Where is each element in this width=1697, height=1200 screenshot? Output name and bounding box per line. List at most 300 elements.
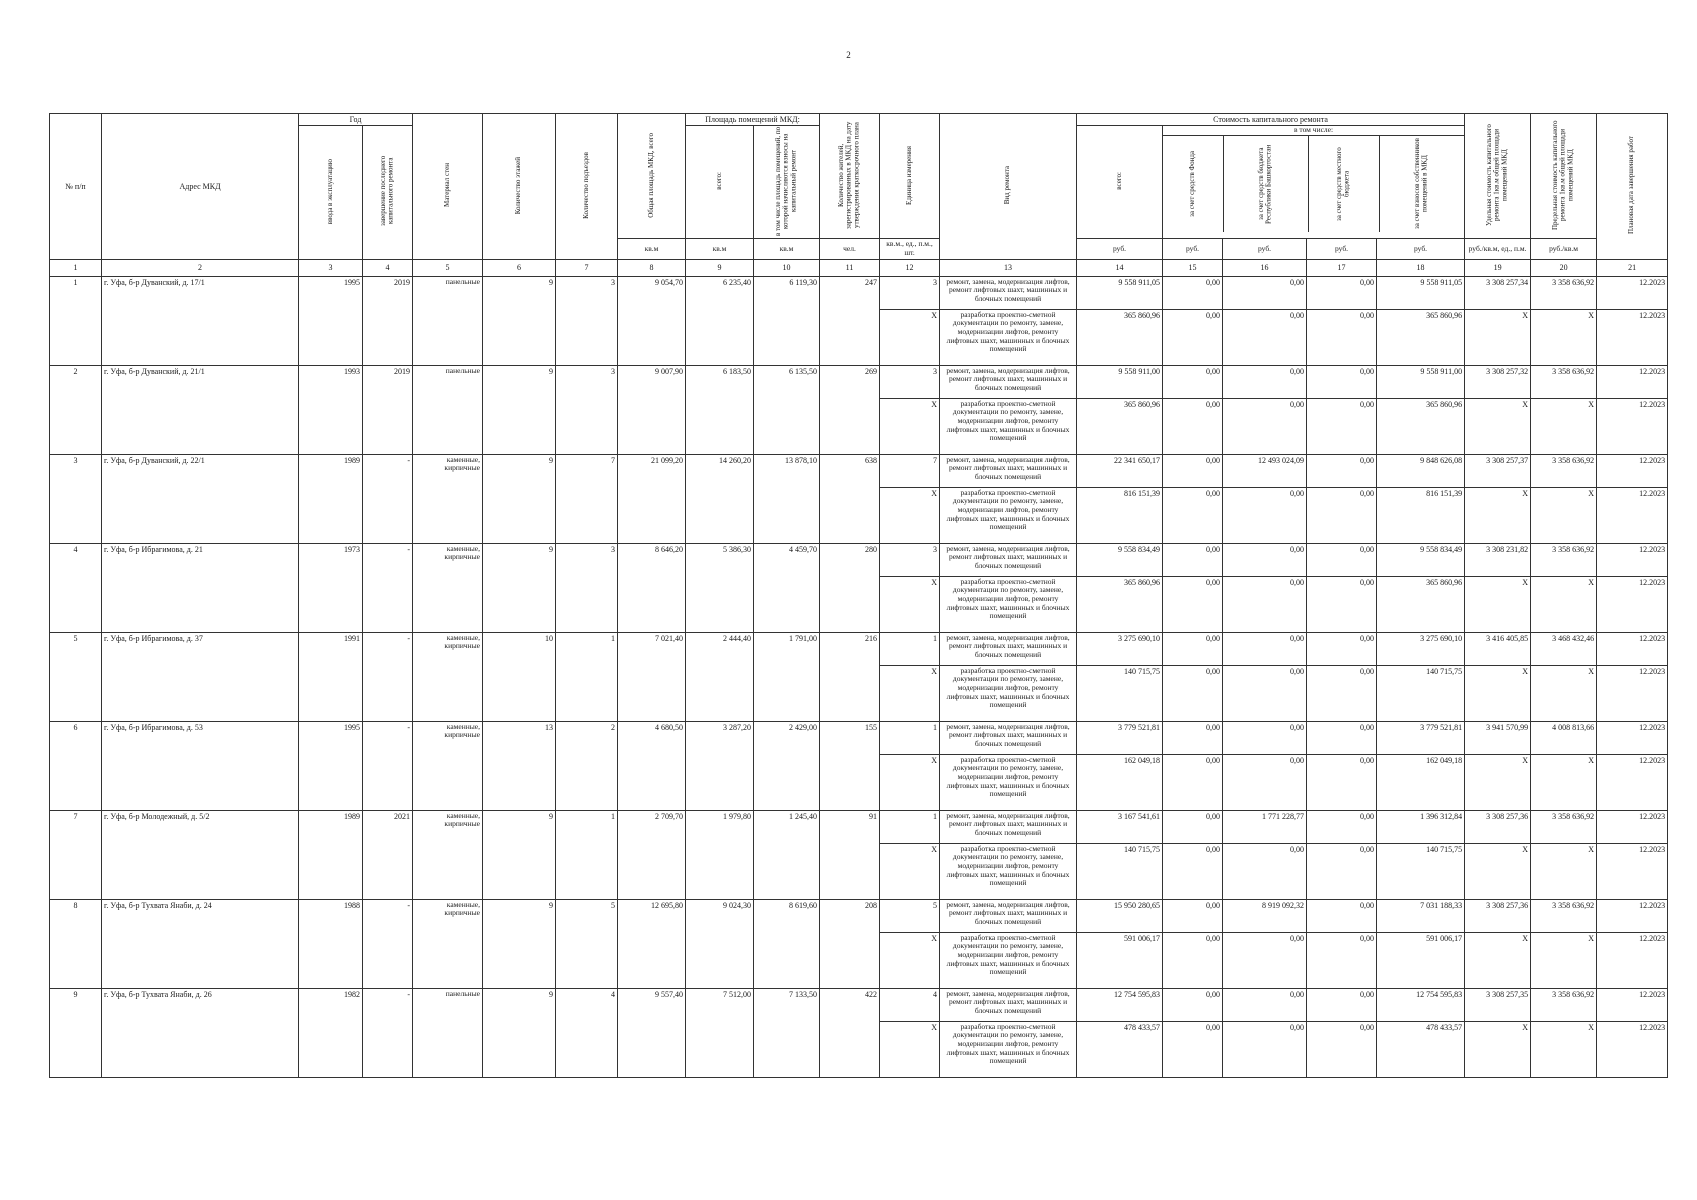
- work-type-cell: ремонт, замена, модернизация лифтов, ремонт лифтовых шахт, машинных и блочных помещений: [940, 543, 1077, 576]
- plan-date-cell: 12.2023: [1597, 454, 1668, 487]
- cost-local-cell: 0,00: [1307, 398, 1377, 454]
- header-limit-cost: Предельная стоимость капитального ремонта 1кв.м общей площади помещений МКД: [1531, 114, 1597, 239]
- column-number: 16: [1223, 259, 1307, 276]
- cost-fund-cell: 0,00: [1163, 276, 1223, 309]
- work-type-cell: ремонт, замена, модернизация лифтов, ремонт лифтовых шахт, машинных и блочных помещений: [940, 810, 1077, 843]
- floors-cell: 13: [483, 721, 556, 810]
- limit-cost-cell: Х: [1531, 309, 1597, 365]
- unit-cost-cell: Х: [1465, 576, 1531, 632]
- header-residents: Количество жителей, зарегистрированных в МКД на дату утверждения краткосрочного плана: [820, 114, 880, 239]
- column-number: 5: [413, 259, 483, 276]
- work-type-cell: разработка проектно-сметной документации по ремонту, замене, модернизации лифтов, ремонту лифтовых шахт, машинных и блочных помещений: [940, 576, 1077, 632]
- header-cost-local: за счет средств местного бюджета: [1309, 136, 1380, 232]
- limit-cost-cell: 3 358 636,92: [1531, 810, 1597, 843]
- cost-owners-cell: 9 558 911,05: [1377, 276, 1465, 309]
- cost-republic-cell: 0,00: [1223, 398, 1307, 454]
- floors-cell: 10: [483, 632, 556, 721]
- year-last-repair-cell: 2021: [363, 810, 413, 899]
- year-last-repair-cell: -: [363, 454, 413, 543]
- limit-cost-cell: 3 358 636,92: [1531, 543, 1597, 576]
- floors-cell: 9: [483, 276, 556, 365]
- row-number: 7: [50, 810, 102, 899]
- residents-cell: 216: [820, 632, 880, 721]
- table-row: [50, 899, 1668, 932]
- cost-local-cell: 0,00: [1307, 988, 1377, 1021]
- unit-cost-cell: Х: [1465, 754, 1531, 810]
- limit-cost-cell: Х: [1531, 843, 1597, 899]
- cost-total-cell: 9 558 834,49: [1077, 543, 1163, 576]
- quantity-cell: Х: [880, 487, 940, 543]
- table-row: [50, 276, 1668, 309]
- area-contrib-cell: 1 791,00: [754, 632, 820, 721]
- cost-local-cell: 0,00: [1307, 576, 1377, 632]
- header-floors: Количество этажей: [483, 114, 556, 260]
- unit-cost-cell: 3 308 231,82: [1465, 543, 1531, 576]
- header-incl-group: [1163, 126, 1465, 239]
- area-all-cell: 3 287,20: [686, 721, 754, 810]
- cost-fund-cell: 0,00: [1163, 810, 1223, 843]
- cost-fund-cell: 0,00: [1163, 454, 1223, 487]
- residents-cell: 422: [820, 988, 880, 1077]
- area-all-cell: 5 386,30: [686, 543, 754, 632]
- limit-cost-cell: Х: [1531, 665, 1597, 721]
- work-type-cell: ремонт, замена, модернизация лифтов, ремонт лифтовых шахт, машинных и блочных помещений: [940, 632, 1077, 665]
- quantity-cell: Х: [880, 665, 940, 721]
- residents-cell: 208: [820, 899, 880, 988]
- cost-owners-cell: 365 860,96: [1377, 576, 1465, 632]
- wall-material-cell: панельные: [413, 988, 483, 1077]
- cost-owners-cell: 7 031 188,33: [1377, 899, 1465, 932]
- address-cell: г. Уфа, б-р Дуванский, д. 22/1: [102, 454, 299, 543]
- unit-area-contrib: кв.м: [754, 239, 820, 259]
- limit-cost-cell: Х: [1531, 487, 1597, 543]
- address-cell: г. Уфа, б-р Дуванский, д. 17/1: [102, 276, 299, 365]
- area-all-cell: 14 260,20: [686, 454, 754, 543]
- area-all-cell: 1 979,80: [686, 810, 754, 899]
- entrances-cell: 3: [556, 543, 618, 632]
- work-type-cell: ремонт, замена, модернизация лифтов, ремонт лифтовых шахт, машинных и блочных помещений: [940, 899, 1077, 932]
- quantity-cell: 5: [880, 899, 940, 932]
- cost-fund-cell: 0,00: [1163, 1021, 1223, 1077]
- unit-area-all: кв.м: [686, 239, 754, 259]
- year-commission-cell: 1995: [299, 276, 363, 365]
- area-all-cell: 7 512,00: [686, 988, 754, 1077]
- quantity-cell: 1: [880, 721, 940, 754]
- floors-cell: 9: [483, 365, 556, 454]
- cost-local-cell: 0,00: [1307, 454, 1377, 487]
- unit-limit-cost: руб./кв.м: [1531, 239, 1597, 259]
- cost-total-cell: 140 715,75: [1077, 665, 1163, 721]
- row-number: 2: [50, 365, 102, 454]
- unit-cost-cell: Х: [1465, 309, 1531, 365]
- wall-material-cell: каменные, кирпичные: [413, 810, 483, 899]
- unit-cost-cell: 3 308 257,35: [1465, 988, 1531, 1021]
- work-type-cell: ремонт, замена, модернизация лифтов, ремонт лифтовых шахт, машинных и блочных помещений: [940, 276, 1077, 309]
- wall-material-cell: каменные, кирпичные: [413, 721, 483, 810]
- year-commission-cell: 1982: [299, 988, 363, 1077]
- cost-republic-cell: 0,00: [1223, 1021, 1307, 1077]
- residents-cell: 280: [820, 543, 880, 632]
- cost-republic-cell: 1 771 228,77: [1223, 810, 1307, 843]
- year-last-repair-cell: 2019: [363, 365, 413, 454]
- column-number: 1: [50, 259, 102, 276]
- quantity-cell: Х: [880, 398, 940, 454]
- area-contrib-cell: 4 459,70: [754, 543, 820, 632]
- cost-fund-cell: 0,00: [1163, 365, 1223, 398]
- floors-cell: 9: [483, 543, 556, 632]
- cost-owners-cell: 12 754 595,83: [1377, 988, 1465, 1021]
- cost-total-cell: 365 860,96: [1077, 309, 1163, 365]
- year-last-repair-cell: -: [363, 632, 413, 721]
- area-all-cell: 2 444,40: [686, 632, 754, 721]
- cost-owners-cell: 1 396 312,84: [1377, 810, 1465, 843]
- address-cell: г. Уфа, б-р Тухвата Янаби, д. 26: [102, 988, 299, 1077]
- column-number: 19: [1465, 259, 1531, 276]
- total-area-cell: 7 021,40: [618, 632, 686, 721]
- header-year-last-repair: завершение последнего капитального ремонта: [363, 126, 413, 259]
- cost-local-cell: 0,00: [1307, 932, 1377, 988]
- limit-cost-cell: Х: [1531, 932, 1597, 988]
- total-area-cell: 8 646,20: [618, 543, 686, 632]
- cost-local-cell: 0,00: [1307, 276, 1377, 309]
- unit-total: руб.: [1077, 239, 1163, 259]
- cost-republic-cell: 0,00: [1223, 309, 1307, 365]
- cost-republic-cell: 0,00: [1223, 543, 1307, 576]
- cost-total-cell: 591 006,17: [1077, 932, 1163, 988]
- wall-material-cell: панельные: [413, 365, 483, 454]
- header-year-group: Год: [299, 114, 413, 126]
- total-area-cell: 21 099,20: [618, 454, 686, 543]
- address-cell: г. Уфа, б-р Молодежный, д. 5/2: [102, 810, 299, 899]
- entrances-cell: 2: [556, 721, 618, 810]
- unit-cost-cell: Х: [1465, 665, 1531, 721]
- address-cell: г. Уфа, б-р Ибрагимова, д. 37: [102, 632, 299, 721]
- cost-fund-cell: 0,00: [1163, 899, 1223, 932]
- unit-owners: руб.: [1377, 239, 1465, 259]
- cost-local-cell: 0,00: [1307, 843, 1377, 899]
- cost-republic-cell: 8 919 092,32: [1223, 899, 1307, 932]
- column-number: 18: [1377, 259, 1465, 276]
- cost-local-cell: 0,00: [1307, 1021, 1377, 1077]
- limit-cost-cell: 3 468 432,46: [1531, 632, 1597, 665]
- total-area-cell: 12 695,80: [618, 899, 686, 988]
- unit-cost-cell: Х: [1465, 932, 1531, 988]
- cost-total-cell: 3 275 690,10: [1077, 632, 1163, 665]
- cost-republic-cell: 12 493 024,09: [1223, 454, 1307, 487]
- cost-fund-cell: 0,00: [1163, 932, 1223, 988]
- plan-date-cell: 12.2023: [1597, 1021, 1668, 1077]
- residents-cell: 91: [820, 810, 880, 899]
- plan-date-cell: 12.2023: [1597, 810, 1668, 843]
- address-cell: г. Уфа, б-р Ибрагимова, д. 21: [102, 543, 299, 632]
- quantity-cell: Х: [880, 932, 940, 988]
- unit-cost-cell: 3 416 405,85: [1465, 632, 1531, 665]
- address-cell: г. Уфа, б-р Тухвата Янаби, д. 24: [102, 899, 299, 988]
- cost-republic-cell: 0,00: [1223, 932, 1307, 988]
- quantity-cell: Х: [880, 576, 940, 632]
- limit-cost-cell: Х: [1531, 1021, 1597, 1077]
- cost-owners-cell: 9 558 834,49: [1377, 543, 1465, 576]
- cost-owners-cell: 3 275 690,10: [1377, 632, 1465, 665]
- column-number: 13: [940, 259, 1077, 276]
- wall-material-cell: каменные, кирпичные: [413, 543, 483, 632]
- column-number: 8: [618, 259, 686, 276]
- year-commission-cell: 1973: [299, 543, 363, 632]
- area-all-cell: 6 183,50: [686, 365, 754, 454]
- plan-date-cell: 12.2023: [1597, 276, 1668, 309]
- table-row: [50, 632, 1668, 665]
- plan-date-cell: 12.2023: [1597, 932, 1668, 988]
- cost-republic-cell: 0,00: [1223, 487, 1307, 543]
- cost-local-cell: 0,00: [1307, 899, 1377, 932]
- year-commission-cell: 1989: [299, 810, 363, 899]
- cost-fund-cell: 0,00: [1163, 632, 1223, 665]
- cost-total-cell: 816 151,39: [1077, 487, 1163, 543]
- area-contrib-cell: 7 133,50: [754, 988, 820, 1077]
- cost-fund-cell: 0,00: [1163, 309, 1223, 365]
- work-type-cell: разработка проектно-сметной документации по ремонту, замене, модернизации лифтов, ремонту лифтовых шахт, машинных и блочных помещений: [940, 665, 1077, 721]
- cost-republic-cell: 0,00: [1223, 843, 1307, 899]
- year-last-repair-cell: 2019: [363, 276, 413, 365]
- residents-cell: 269: [820, 365, 880, 454]
- unit-local: руб.: [1307, 239, 1377, 259]
- cost-owners-cell: 3 779 521,81: [1377, 721, 1465, 754]
- work-type-cell: ремонт, замена, модернизация лифтов, ремонт лифтовых шахт, машинных и блочных помещений: [940, 365, 1077, 398]
- address-cell: г. Уфа, б-р Дуванский, д. 21/1: [102, 365, 299, 454]
- cost-total-cell: 3 167 541,61: [1077, 810, 1163, 843]
- plan-date-cell: 12.2023: [1597, 632, 1668, 665]
- entrances-cell: 1: [556, 810, 618, 899]
- header-year-commission: ввода в эксплуатацию: [299, 126, 363, 259]
- plan-date-cell: 12.2023: [1597, 487, 1668, 543]
- limit-cost-cell: 3 358 636,92: [1531, 276, 1597, 309]
- floors-cell: 9: [483, 899, 556, 988]
- table-row: [50, 988, 1668, 1021]
- cost-fund-cell: 0,00: [1163, 665, 1223, 721]
- entrances-cell: 3: [556, 365, 618, 454]
- year-last-repair-cell: -: [363, 988, 413, 1077]
- cost-local-cell: 0,00: [1307, 365, 1377, 398]
- work-type-cell: ремонт, замена, модернизация лифтов, ремонт лифтовых шахт, машинных и блочных помещений: [940, 988, 1077, 1021]
- header-total-area: Общая площадь МКД, всего: [618, 114, 686, 239]
- cost-total-cell: 140 715,75: [1077, 843, 1163, 899]
- wall-material-cell: панельные: [413, 276, 483, 365]
- cost-fund-cell: 0,00: [1163, 843, 1223, 899]
- cost-local-cell: 0,00: [1307, 665, 1377, 721]
- header-work-type: Вид ремонта: [940, 114, 1077, 260]
- column-number: 2: [102, 259, 299, 276]
- cost-republic-cell: 0,00: [1223, 632, 1307, 665]
- unit-unit-cost: руб./кв.м, ед., п.м.: [1465, 239, 1531, 259]
- plan-date-cell: 12.2023: [1597, 665, 1668, 721]
- cost-fund-cell: 0,00: [1163, 487, 1223, 543]
- capital-repair-table: [49, 113, 1668, 1078]
- unit-residents: чел.: [820, 239, 880, 259]
- work-type-cell: ремонт, замена, модернизация лифтов, ремонт лифтовых шахт, машинных и блочных помещений: [940, 721, 1077, 754]
- quantity-cell: Х: [880, 843, 940, 899]
- limit-cost-cell: Х: [1531, 754, 1597, 810]
- work-type-cell: разработка проектно-сметной документации по ремонту, замене, модернизации лифтов, ремонту лифтовых шахт, машинных и блочных помещений: [940, 754, 1077, 810]
- row-number: 4: [50, 543, 102, 632]
- cost-total-cell: 478 433,57: [1077, 1021, 1163, 1077]
- header-address: Адрес МКД: [102, 114, 299, 260]
- column-number: 17: [1307, 259, 1377, 276]
- column-number: 12: [880, 259, 940, 276]
- header-area-all: всего:: [686, 126, 754, 239]
- row-number: 3: [50, 454, 102, 543]
- plan-date-cell: 12.2023: [1597, 309, 1668, 365]
- unit-cost-cell: Х: [1465, 398, 1531, 454]
- header-no: № п/п: [50, 114, 102, 260]
- cost-republic-cell: 0,00: [1223, 276, 1307, 309]
- floors-cell: 9: [483, 988, 556, 1077]
- column-number: 7: [556, 259, 618, 276]
- table-body: [50, 276, 1668, 1077]
- column-number-row: [50, 259, 1668, 276]
- cost-total-cell: 3 779 521,81: [1077, 721, 1163, 754]
- year-commission-cell: 1995: [299, 721, 363, 810]
- cost-total-cell: 365 860,96: [1077, 576, 1163, 632]
- cost-owners-cell: 140 715,75: [1377, 843, 1465, 899]
- cost-fund-cell: 0,00: [1163, 754, 1223, 810]
- total-area-cell: 9 007,90: [618, 365, 686, 454]
- year-commission-cell: 1993: [299, 365, 363, 454]
- cost-fund-cell: 0,00: [1163, 543, 1223, 576]
- table-row: [50, 543, 1668, 576]
- year-last-repair-cell: -: [363, 721, 413, 810]
- table-row: [50, 454, 1668, 487]
- cost-owners-cell: 478 433,57: [1377, 1021, 1465, 1077]
- cost-total-cell: 15 950 280,65: [1077, 899, 1163, 932]
- cost-republic-cell: 0,00: [1223, 721, 1307, 754]
- limit-cost-cell: 3 358 636,92: [1531, 899, 1597, 932]
- row-number: 9: [50, 988, 102, 1077]
- column-number: 4: [363, 259, 413, 276]
- header-plan-date: Плановая дата завершения работ: [1597, 114, 1668, 260]
- residents-cell: 638: [820, 454, 880, 543]
- header-cost-owners: за счет взносов собственников помещений в МКД: [1413, 138, 1430, 230]
- total-area-cell: 9 054,70: [618, 276, 686, 365]
- header-cost-group: Стоимость капитального ремонта: [1077, 114, 1465, 126]
- unit-cost-cell: 3 308 257,36: [1465, 810, 1531, 843]
- unit-republic: руб.: [1223, 239, 1307, 259]
- unit-fund: руб.: [1163, 239, 1223, 259]
- plan-date-cell: 12.2023: [1597, 576, 1668, 632]
- quantity-cell: Х: [880, 754, 940, 810]
- plan-date-cell: 12.2023: [1597, 543, 1668, 576]
- quantity-cell: 3: [880, 276, 940, 309]
- year-last-repair-cell: -: [363, 543, 413, 632]
- plan-date-cell: 12.2023: [1597, 721, 1668, 754]
- entrances-cell: 4: [556, 988, 618, 1077]
- cost-local-cell: 0,00: [1307, 632, 1377, 665]
- wall-material-cell: каменные, кирпичные: [413, 454, 483, 543]
- unit-cost-cell: Х: [1465, 487, 1531, 543]
- unit-cost-cell: 3 308 257,34: [1465, 276, 1531, 309]
- limit-cost-cell: 4 008 813,66: [1531, 721, 1597, 754]
- plan-date-cell: 12.2023: [1597, 843, 1668, 899]
- page-number: 2: [846, 50, 851, 60]
- cost-republic-cell: 0,00: [1223, 665, 1307, 721]
- wall-material-cell: каменные, кирпичные: [413, 632, 483, 721]
- cost-local-cell: 0,00: [1307, 754, 1377, 810]
- column-number: 10: [754, 259, 820, 276]
- cost-local-cell: 0,00: [1307, 309, 1377, 365]
- wall-material-cell: каменные, кирпичные: [413, 899, 483, 988]
- cost-local-cell: 0,00: [1307, 487, 1377, 543]
- plan-date-cell: 12.2023: [1597, 988, 1668, 1021]
- entrances-cell: 5: [556, 899, 618, 988]
- limit-cost-cell: 3 358 636,92: [1531, 988, 1597, 1021]
- total-area-cell: 2 709,70: [618, 810, 686, 899]
- unit-measure: кв.м., ед., п.м., шт.: [880, 239, 940, 259]
- year-commission-cell: 1989: [299, 454, 363, 543]
- quantity-cell: Х: [880, 1021, 940, 1077]
- total-area-cell: 4 680,50: [618, 721, 686, 810]
- limit-cost-cell: 3 358 636,92: [1531, 365, 1597, 398]
- cost-owners-cell: 365 860,96: [1377, 398, 1465, 454]
- column-number: 11: [820, 259, 880, 276]
- unit-area-total: кв.м: [618, 239, 686, 259]
- header-incl: в том числе:: [1163, 126, 1464, 136]
- unit-cost-cell: 3 308 257,32: [1465, 365, 1531, 398]
- quantity-cell: Х: [880, 309, 940, 365]
- cost-local-cell: 0,00: [1307, 810, 1377, 843]
- residents-cell: 247: [820, 276, 880, 365]
- header-area-contrib: в том числе площадь помещений, по которой начисляются взносы на капитальный ремонт: [754, 126, 820, 239]
- floors-cell: 9: [483, 454, 556, 543]
- entrances-cell: 1: [556, 632, 618, 721]
- plan-date-cell: 12.2023: [1597, 754, 1668, 810]
- cost-total-cell: 12 754 595,83: [1077, 988, 1163, 1021]
- unit-cost-cell: 3 941 570,99: [1465, 721, 1531, 754]
- table-header: [50, 114, 1668, 277]
- work-type-cell: разработка проектно-сметной документации по ремонту, замене, модернизации лифтов, ремонту лифтовых шахт, машинных и блочных помещений: [940, 843, 1077, 899]
- cost-owners-cell: 816 151,39: [1377, 487, 1465, 543]
- year-commission-cell: 1988: [299, 899, 363, 988]
- work-type-cell: ремонт, замена, модернизация лифтов, ремонт лифтовых шахт, машинных и блочных помещений: [940, 454, 1077, 487]
- limit-cost-cell: 3 358 636,92: [1531, 454, 1597, 487]
- cost-total-cell: 162 049,18: [1077, 754, 1163, 810]
- area-contrib-cell: 13 878,10: [754, 454, 820, 543]
- table-row: [50, 810, 1668, 843]
- area-contrib-cell: 1 245,40: [754, 810, 820, 899]
- unit-cost-cell: Х: [1465, 1021, 1531, 1077]
- header-area-group: Площадь помещений МКД:: [686, 114, 820, 126]
- plan-date-cell: 12.2023: [1597, 365, 1668, 398]
- plan-date-cell: 12.2023: [1597, 899, 1668, 932]
- area-contrib-cell: 8 619,60: [754, 899, 820, 988]
- cost-total-cell: 9 558 911,00: [1077, 365, 1163, 398]
- cost-total-cell: 9 558 911,05: [1077, 276, 1163, 309]
- limit-cost-cell: Х: [1531, 398, 1597, 454]
- header-unit-cost: Удельная стоимость капитального ремонта 1кв.м общей площади помещений МКД: [1465, 114, 1531, 239]
- column-number: 3: [299, 259, 363, 276]
- cost-local-cell: 0,00: [1307, 543, 1377, 576]
- unit-cost-cell: 3 308 257,36: [1465, 899, 1531, 932]
- header-wall-material: Материал стен: [413, 114, 483, 260]
- cost-owners-cell: 9 558 911,00: [1377, 365, 1465, 398]
- cost-owners-cell: 140 715,75: [1377, 665, 1465, 721]
- cost-fund-cell: 0,00: [1163, 398, 1223, 454]
- column-number: 15: [1163, 259, 1223, 276]
- area-contrib-cell: 6 135,50: [754, 365, 820, 454]
- area-contrib-cell: 2 429,00: [754, 721, 820, 810]
- column-number: 20: [1531, 259, 1597, 276]
- area-contrib-cell: 6 119,30: [754, 276, 820, 365]
- entrances-cell: 7: [556, 454, 618, 543]
- header-entrances: Количество подъездов: [556, 114, 618, 260]
